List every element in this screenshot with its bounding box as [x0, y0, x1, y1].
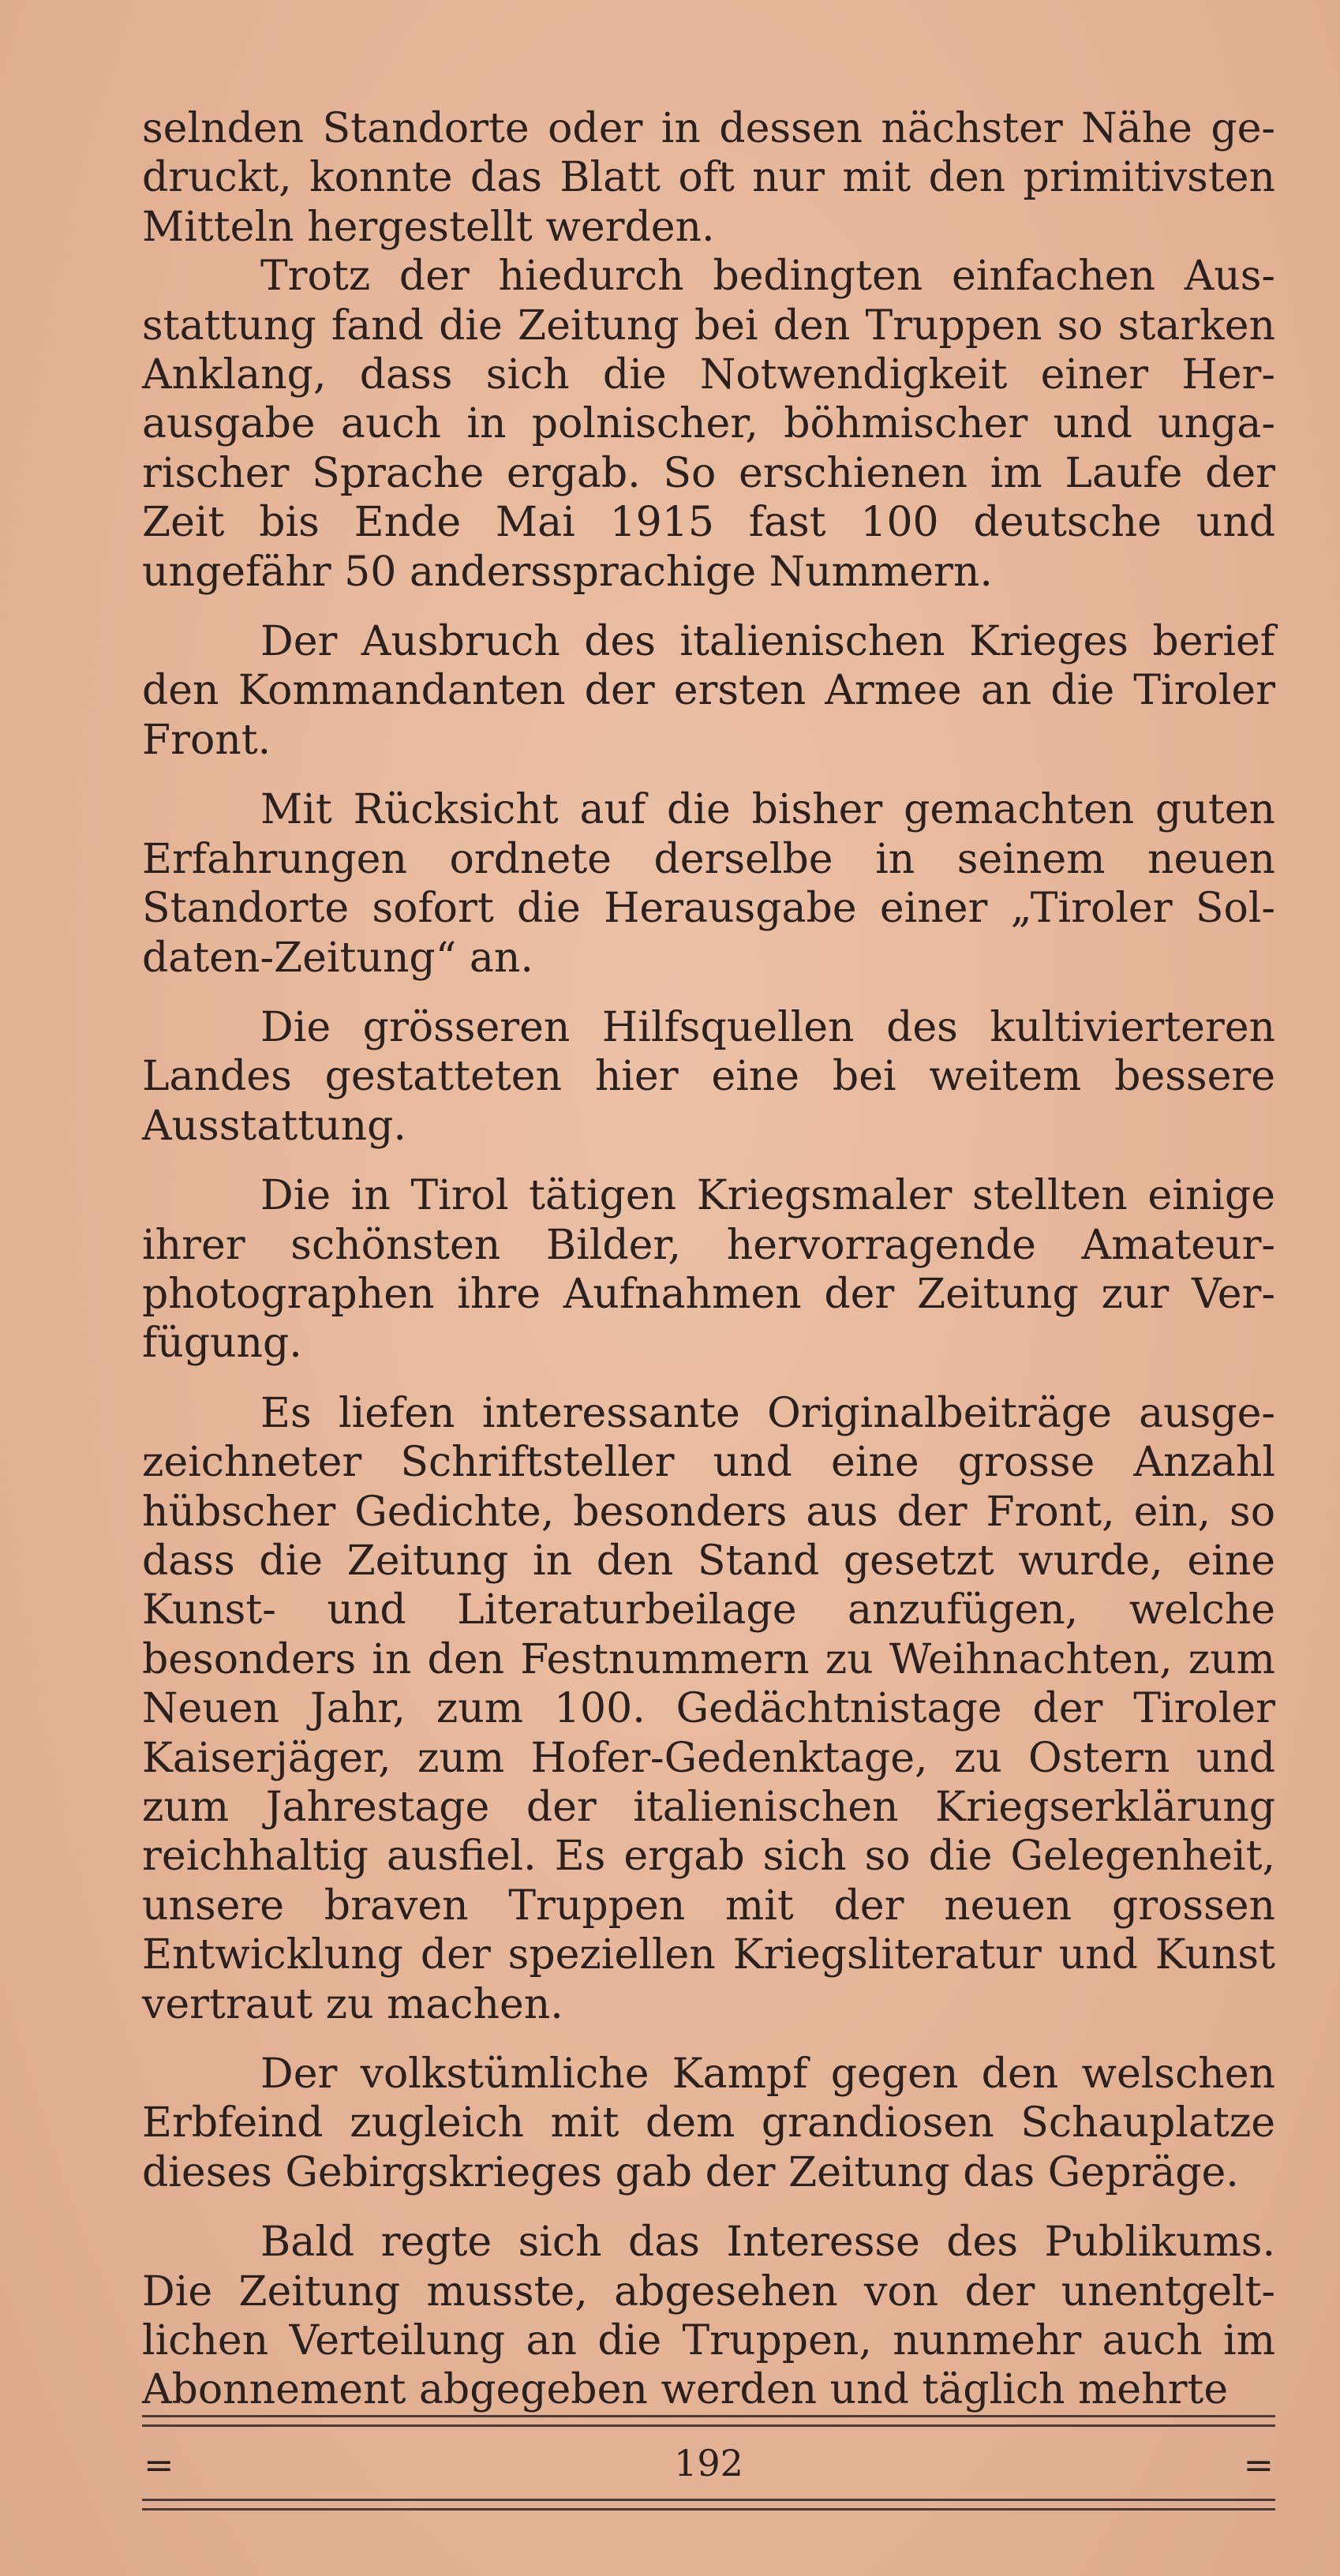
folio-mark-right: =: [1243, 2443, 1274, 2486]
page-footer: [142, 2415, 1275, 2510]
page-number: 192: [674, 2442, 743, 2484]
paragraph-kriegsmaler: Die in Tirol tätigen Kriegsmaler stellten einige ihrer schönsten Bilder, hervorragende Amateurphotographen ihre Aufnahmen der Zeitung zur Verfügung.: [142, 1172, 1275, 1368]
footer-rule-bottom: [142, 2508, 1275, 2510]
footer-rule-top-inner: [142, 2424, 1275, 2427]
paragraph-ruecksicht: Mit Rücksicht auf die bisher gemachten guten Erfahrungen ordnete derselbe in seinem neuen Standorte sofort die Herausgabe einer „Tiroler Soldaten-Zeitung“ an.: [142, 786, 1275, 982]
folio-row: [142, 2439, 1275, 2486]
footer-rule-bottom-inner: [142, 2499, 1275, 2501]
paragraph-hilfsquellen: Die grösseren Hilfsquellen des kultivierteren Landes gestatteten hier eine bei weitem bessere Ausstattung.: [142, 1003, 1275, 1150]
paragraph-volkskampf: Der volkstümliche Kampf gegen den welschen Erbfeind zugleich mit dem grandiosen Schauplatze dieses Gebirgskrieges gab der Zeitung das Gepräge.: [142, 2050, 1275, 2196]
paragraph-originalbeitraege: Es liefen interessante Originalbeiträge ausgezeichneter Schriftsteller und eine grosse Anzahl hübscher Gedichte, besonders aus der Front, ein, so dass die Zeitung in den Stand gesetzt wurde, eine Kunst- und Literaturbeilage anzufügen, welche besonders in den Festnummern zu Weihnachten, zum Neuen Jahr, zum 100. Gedächtnistage der Tiroler Kaiserjäger, zum Hofer-Gedenktage, zu Ostern und zum Jahrestage der italienischen Kriegserklärung reichhaltig ausfiel. Es ergab sich so die Gelegenheit, unsere braven Truppen mit der neuen grossen Entwicklung der speziellen Kriegsliteratur und Kunst vertraut zu machen.: [142, 1389, 1275, 2028]
paragraph-trotz: Trotz der hiedurch bedingten einfachen Ausstattung fand die Zeitung bei den Truppen so starken Anklang, dass sich die Notwendigkeit einer Herausgabe auch in polnischer, böhmischer und ungarischer Sprache ergab. So erschienen im Laufe der Zeit bis Ende Mai 1915 fast 100 deutsche und ungefähr 50 anderssprachige Nummern.: [142, 253, 1275, 596]
folio-mark-left: =: [144, 2443, 174, 2486]
body-text: [142, 104, 1275, 2415]
paragraph-ausbruch: Der Ausbruch des italienischen Krieges berief den Kommandanten der ersten Armee an die Tiroler Front.: [142, 618, 1275, 764]
paragraph-continuation: selnden Standorte oder in dessen nächster Nähe gedruckt, konnte das Blatt oft nur mit den primitivsten Mitteln hergestellt werden.: [142, 105, 1275, 251]
footer-rule-top: [142, 2415, 1275, 2417]
paragraph-publikum: Bald regte sich das Interesse des Publikums. Die Zeitung musste, abgesehen von der unentgeltlichen Verteilung an die Truppen, nunmehr auch im Abonnement abgegeben werden und täglich mehrte: [142, 2218, 1275, 2414]
